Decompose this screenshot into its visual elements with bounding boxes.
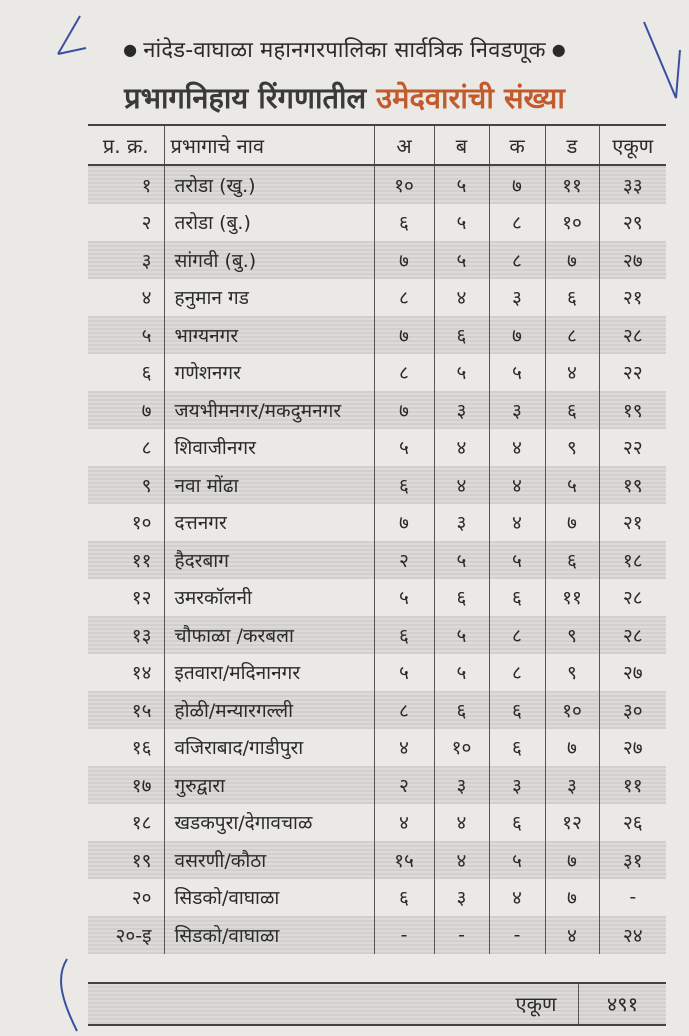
cell-a: ६ bbox=[374, 616, 434, 654]
table-row bbox=[88, 354, 666, 392]
cell-d: ४ bbox=[545, 354, 599, 392]
cell-b: ६ bbox=[434, 691, 489, 729]
cell-serial: १० bbox=[131, 512, 152, 535]
cell-b: ४ bbox=[434, 466, 489, 504]
cell-a: ८ bbox=[374, 691, 434, 729]
cell-c: ७ bbox=[489, 316, 545, 354]
cell-b: ३ bbox=[434, 391, 489, 429]
table-header-row bbox=[88, 125, 666, 165]
cell-serial: ८ bbox=[141, 437, 152, 460]
cell-a: ७ bbox=[374, 241, 434, 279]
grand-total-value: ४९१ bbox=[606, 992, 639, 1016]
cell-total: १९ bbox=[599, 466, 666, 504]
cell-d: ७ bbox=[545, 504, 599, 542]
cell-total: २८ bbox=[599, 316, 666, 354]
cell-b: ६ bbox=[434, 579, 489, 617]
bullet-icon: ● bbox=[551, 40, 566, 59]
table-row bbox=[88, 316, 666, 354]
cell-ward-name: हैदरबाग bbox=[164, 541, 374, 579]
cell-a: ४ bbox=[374, 729, 434, 767]
cell-total: २७ bbox=[599, 654, 666, 692]
cell-total: २२ bbox=[599, 354, 666, 392]
cell-total: ३३ bbox=[599, 165, 666, 204]
table-row bbox=[88, 541, 666, 579]
cell-total: ११ bbox=[599, 766, 666, 804]
cell-d: ६ bbox=[545, 391, 599, 429]
cell-ward-name: वजिराबाद/गाडीपुरा bbox=[164, 729, 374, 767]
table-row bbox=[88, 279, 666, 317]
cell-serial: ९ bbox=[88, 466, 164, 504]
cell-b: ५ bbox=[434, 616, 489, 654]
cell-c: ४ bbox=[489, 429, 545, 467]
cell-serial: ६ bbox=[141, 362, 152, 385]
cell-total: ३० bbox=[599, 691, 666, 729]
cell-b: ३ bbox=[434, 879, 489, 917]
cell-total: १८ bbox=[599, 541, 666, 579]
cell-b: ३ bbox=[434, 504, 489, 542]
cell-total: २९ bbox=[599, 204, 666, 242]
cell-total: २२ bbox=[599, 429, 666, 467]
cell-c: ६ bbox=[489, 804, 545, 842]
cell-ward-name: हनुमान गड bbox=[164, 279, 374, 317]
cell-serial: २० bbox=[131, 887, 152, 910]
cell-ward-name: तरोडा (बु.) bbox=[164, 204, 374, 242]
cell-total: २७ bbox=[599, 729, 666, 767]
cell-c: ८ bbox=[489, 616, 545, 654]
cell-a: ६ bbox=[374, 466, 434, 504]
cell-serial: २ bbox=[141, 212, 152, 235]
candidates-table bbox=[88, 124, 666, 954]
cell-d: ९ bbox=[545, 429, 599, 467]
cell-c: ८ bbox=[489, 204, 545, 242]
cell-d: १० bbox=[545, 204, 599, 242]
cell-ward-name: भाग्यनगर bbox=[164, 316, 374, 354]
cell-d: ११ bbox=[545, 579, 599, 617]
col-header-total: एकूण bbox=[599, 125, 666, 165]
cell-serial: ३ bbox=[88, 241, 164, 279]
cell-ward-name: नवा मोंढा bbox=[164, 466, 374, 504]
cell-a: २ bbox=[374, 541, 434, 579]
cell-total: १९ bbox=[599, 391, 666, 429]
cell-serial: १३ bbox=[88, 616, 164, 654]
col-header-a: अ bbox=[374, 125, 434, 165]
cell-a: १० bbox=[374, 165, 434, 204]
cell-c: ६ bbox=[489, 691, 545, 729]
cell-a: ७ bbox=[374, 504, 434, 542]
cell-ward-name: इतवारा/मदिनानगर bbox=[164, 654, 374, 692]
cell-total: २१ bbox=[599, 504, 666, 542]
cell-serial: १९ bbox=[88, 841, 164, 879]
table-row bbox=[88, 879, 666, 917]
cell-a: ८ bbox=[374, 354, 434, 392]
cell-b: ५ bbox=[434, 354, 489, 392]
cell-a: ८ bbox=[374, 279, 434, 317]
table-row bbox=[88, 691, 666, 729]
cell-d: ३ bbox=[545, 766, 599, 804]
cell-d: ४ bbox=[545, 916, 599, 954]
cell-a: ६ bbox=[374, 204, 434, 242]
cell-a: ५ bbox=[374, 429, 434, 467]
cell-d: ९ bbox=[545, 616, 599, 654]
cell-c: ३ bbox=[489, 279, 545, 317]
cell-d: १२ bbox=[545, 804, 599, 842]
cell-ward-name: चौफाळा /करबला bbox=[164, 616, 374, 654]
cell-total: २७ bbox=[599, 241, 666, 279]
headline-main: प्रभागनिहाय रिंगणातील bbox=[124, 81, 377, 115]
subtitle-text: नांदेड-वाघाळा महानगरपालिका सार्वत्रिक निवडणूक bbox=[143, 38, 546, 63]
cell-ward-name: होळी/मन्यारगल्ली bbox=[164, 691, 374, 729]
cell-total: २१ bbox=[599, 279, 666, 317]
cell-serial: १ bbox=[88, 165, 164, 204]
table-row bbox=[88, 165, 666, 204]
cell-a: २ bbox=[374, 766, 434, 804]
cell-b: ५ bbox=[434, 204, 489, 242]
table-row bbox=[88, 204, 666, 242]
cell-d: ६ bbox=[545, 279, 599, 317]
cell-ward-name: गुरुद्वारा bbox=[164, 766, 374, 804]
grand-total-label: एकूण bbox=[515, 992, 557, 1016]
cell-ward-name: जयभीमनगर/मकदुमनगर bbox=[164, 391, 374, 429]
cell-serial: १८ bbox=[131, 812, 152, 835]
table-row bbox=[88, 916, 666, 954]
col-header-c: क bbox=[489, 125, 545, 165]
cell-c: ५ bbox=[489, 541, 545, 579]
cell-b: १० bbox=[434, 729, 489, 767]
cell-b: ४ bbox=[434, 841, 489, 879]
table-row bbox=[88, 466, 666, 504]
cell-serial: १२ bbox=[131, 587, 152, 610]
cell-total: २६ bbox=[599, 804, 666, 842]
cell-b: ५ bbox=[434, 654, 489, 692]
bullet-icon: ● bbox=[123, 40, 138, 59]
cell-total: - bbox=[599, 879, 666, 917]
cell-serial: २०-इ bbox=[88, 916, 164, 954]
cell-c: ८ bbox=[489, 241, 545, 279]
cell-d: ११ bbox=[545, 165, 599, 204]
cell-c: ३ bbox=[489, 391, 545, 429]
cell-c: ४ bbox=[489, 466, 545, 504]
table-row bbox=[88, 804, 666, 842]
cell-total: २८ bbox=[599, 616, 666, 654]
cell-c: ३ bbox=[489, 766, 545, 804]
cell-total: २८ bbox=[599, 579, 666, 617]
table-row bbox=[88, 616, 666, 654]
cell-c: ४ bbox=[489, 879, 545, 917]
cell-serial: ११ bbox=[88, 541, 164, 579]
cell-c: ४ bbox=[489, 504, 545, 542]
subtitle bbox=[0, 34, 689, 64]
table-row bbox=[88, 729, 666, 767]
cell-d: ७ bbox=[545, 841, 599, 879]
cell-a: १५ bbox=[374, 841, 434, 879]
col-header-b: ब bbox=[434, 125, 489, 165]
cell-b: - bbox=[434, 916, 489, 954]
cell-ward-name: सांगवी (बु.) bbox=[164, 241, 374, 279]
cell-a: ७ bbox=[374, 391, 434, 429]
cell-b: ६ bbox=[434, 316, 489, 354]
cell-a: ६ bbox=[374, 879, 434, 917]
cell-serial: १७ bbox=[88, 766, 164, 804]
cell-c: ७ bbox=[489, 165, 545, 204]
cell-ward-name: शिवाजीनगर bbox=[164, 429, 374, 467]
cell-ward-name: सिडको/वाघाळा bbox=[164, 879, 374, 917]
cell-d: ७ bbox=[545, 729, 599, 767]
cell-c: - bbox=[489, 916, 545, 954]
cell-serial: ४ bbox=[141, 287, 152, 310]
cell-d: ६ bbox=[545, 541, 599, 579]
cell-ward-name: वसरणी/कौठा bbox=[164, 841, 374, 879]
col-header-d: ड bbox=[545, 125, 599, 165]
cell-total: २४ bbox=[599, 916, 666, 954]
cell-c: ५ bbox=[489, 354, 545, 392]
cell-b: ५ bbox=[434, 165, 489, 204]
grand-total-row bbox=[88, 982, 666, 1026]
cell-b: ४ bbox=[434, 279, 489, 317]
cell-a: ५ bbox=[374, 579, 434, 617]
table-row bbox=[88, 391, 666, 429]
cell-d: ५ bbox=[545, 466, 599, 504]
cell-a: - bbox=[374, 916, 434, 954]
table-row bbox=[88, 241, 666, 279]
table-row bbox=[88, 766, 666, 804]
cell-a: ७ bbox=[374, 316, 434, 354]
cell-a: ५ bbox=[374, 654, 434, 692]
cell-b: ३ bbox=[434, 766, 489, 804]
cell-serial: १४ bbox=[131, 662, 152, 685]
table-row bbox=[88, 579, 666, 617]
cell-a: ४ bbox=[374, 804, 434, 842]
cell-serial: ५ bbox=[88, 316, 164, 354]
cell-b: ५ bbox=[434, 241, 489, 279]
col-header-ward-name: प्रभागाचे नाव bbox=[164, 125, 374, 165]
cell-d: ७ bbox=[545, 241, 599, 279]
cell-ward-name: सिडको/वाघाळा bbox=[164, 916, 374, 954]
cell-ward-name: खडकपुरा/देगावचाळ bbox=[164, 804, 374, 842]
headline-accent: उमेदवारांची संख्या bbox=[376, 81, 565, 115]
cell-serial: १५ bbox=[88, 691, 164, 729]
headline bbox=[0, 78, 689, 117]
table-row bbox=[88, 504, 666, 542]
cell-d: ७ bbox=[545, 879, 599, 917]
cell-serial: ७ bbox=[88, 391, 164, 429]
cell-c: ६ bbox=[489, 579, 545, 617]
cell-ward-name: दत्तनगर bbox=[164, 504, 374, 542]
cell-serial: १६ bbox=[131, 737, 152, 760]
table-row bbox=[88, 429, 666, 467]
cell-b: ५ bbox=[434, 541, 489, 579]
cell-total: ३१ bbox=[599, 841, 666, 879]
cell-ward-name: गणेशनगर bbox=[164, 354, 374, 392]
table-row bbox=[88, 841, 666, 879]
cell-c: ८ bbox=[489, 654, 545, 692]
cell-d: ९ bbox=[545, 654, 599, 692]
cell-b: ४ bbox=[434, 429, 489, 467]
cell-d: १० bbox=[545, 691, 599, 729]
cell-ward-name: तरोडा (खु.) bbox=[164, 165, 374, 204]
cell-ward-name: उमरकॉलनी bbox=[164, 579, 374, 617]
cell-d: ८ bbox=[545, 316, 599, 354]
cell-c: ५ bbox=[489, 841, 545, 879]
col-header-serial: प्र. क्र. bbox=[88, 125, 164, 165]
cell-b: ४ bbox=[434, 804, 489, 842]
cell-c: ६ bbox=[489, 729, 545, 767]
table-row bbox=[88, 654, 666, 692]
